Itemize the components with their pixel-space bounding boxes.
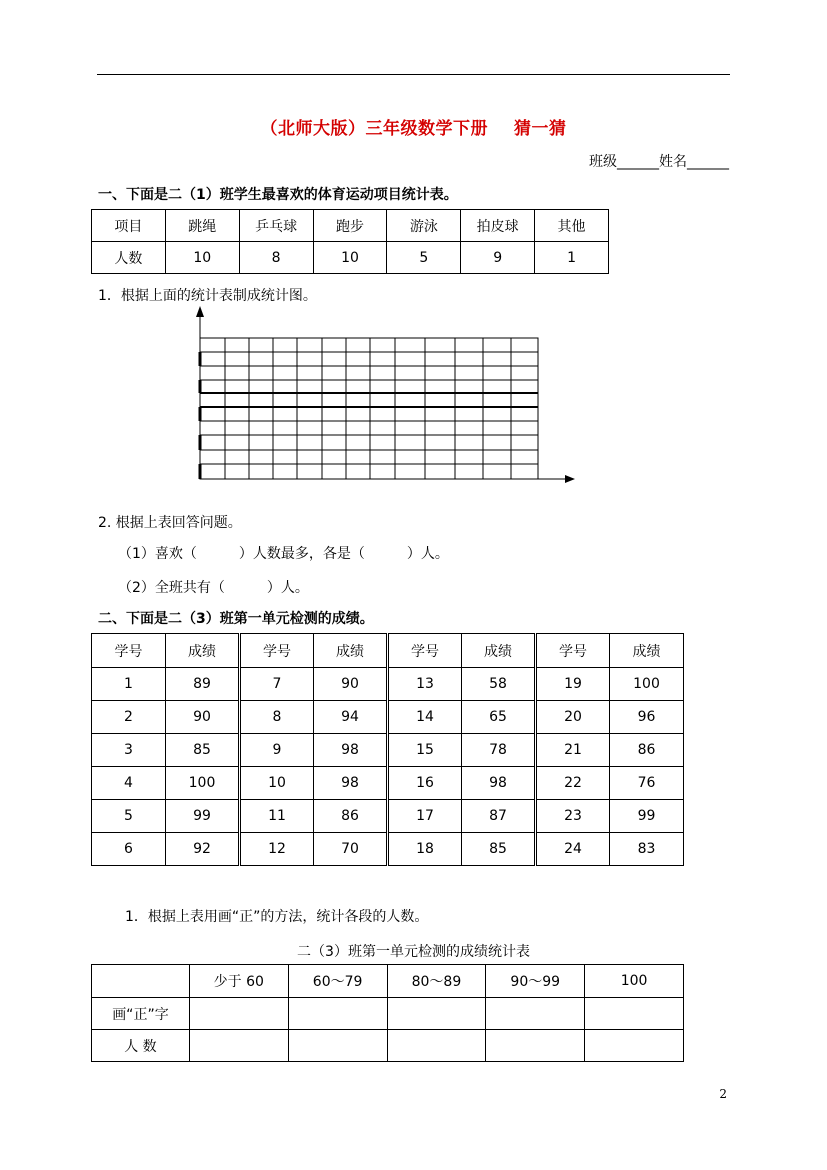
count-cell: 1 <box>535 242 609 274</box>
section2-q1: 1．根据上表用画“正”的方法，统计各段的人数。 <box>125 909 429 925</box>
stats-range-cell: 60～79 <box>288 965 387 998</box>
count-cell: 10 <box>165 242 239 274</box>
score-cell: 58 <box>462 668 536 701</box>
id-cell: 12 <box>240 833 314 866</box>
id-cell: 3 <box>92 734 166 767</box>
blank-cell <box>585 1030 684 1062</box>
score-cell: 86 <box>314 800 388 833</box>
score-cell: 89 <box>166 668 240 701</box>
blank-cell <box>387 1030 486 1062</box>
score-cell: 94 <box>314 701 388 734</box>
score-cell: 96 <box>610 701 684 734</box>
blank-cell <box>585 998 684 1030</box>
header-cell: 成绩 <box>314 634 388 668</box>
stats-table-title: 二（3）班第一单元检测的成绩统计表 <box>297 944 530 960</box>
stats-table <box>91 964 684 1062</box>
section1-q1: 1．根据上面的统计表制成统计图。 <box>98 288 317 304</box>
score-cell: 100 <box>610 668 684 701</box>
table-row <box>92 668 684 701</box>
header-cell: 成绩 <box>166 634 240 668</box>
blank-cell <box>288 998 387 1030</box>
page-title <box>0 114 827 139</box>
score-cell: 99 <box>610 800 684 833</box>
header-cell: 学号 <box>92 634 166 668</box>
stats-range-cell: 80～89 <box>387 965 486 998</box>
id-cell: 10 <box>240 767 314 800</box>
id-cell: 6 <box>92 833 166 866</box>
section1-q2-2: （2）全班共有（ ）人。 <box>118 580 309 596</box>
table-row <box>92 833 684 866</box>
page-number: 2 <box>719 1087 727 1101</box>
table-row <box>92 701 684 734</box>
score-cell: 92 <box>166 833 240 866</box>
item-cell: 游泳 <box>387 210 461 242</box>
id-cell: 15 <box>388 734 462 767</box>
header-cell: 学号 <box>388 634 462 668</box>
stats-header-row <box>92 965 684 998</box>
class-name-line: 班级______姓名______ <box>589 154 729 170</box>
blank-cell <box>486 998 585 1030</box>
count-cell: 10 <box>313 242 387 274</box>
id-cell: 7 <box>240 668 314 701</box>
id-cell: 23 <box>536 800 610 833</box>
score-cell: 65 <box>462 701 536 734</box>
sports-header-row <box>92 210 609 242</box>
id-cell: 5 <box>92 800 166 833</box>
scores-table <box>91 633 684 866</box>
score-cell: 90 <box>314 668 388 701</box>
scores-header-row <box>92 634 684 668</box>
count-cell: 8 <box>239 242 313 274</box>
id-cell: 8 <box>240 701 314 734</box>
score-cell: 87 <box>462 800 536 833</box>
score-cell: 98 <box>314 767 388 800</box>
item-cell: 拍皮球 <box>461 210 535 242</box>
id-cell: 24 <box>536 833 610 866</box>
stats-corner-cell <box>92 965 190 998</box>
id-cell: 2 <box>92 701 166 734</box>
item-cell: 其他 <box>535 210 609 242</box>
id-cell: 16 <box>388 767 462 800</box>
header-rule <box>97 74 730 75</box>
blank-cell <box>189 998 288 1030</box>
header-cell: 学号 <box>536 634 610 668</box>
sports-table <box>91 209 609 274</box>
score-cell: 90 <box>166 701 240 734</box>
item-cell: 跳绳 <box>165 210 239 242</box>
score-cell: 76 <box>610 767 684 800</box>
blank-cell <box>486 1030 585 1062</box>
table-row <box>92 767 684 800</box>
blank-cell <box>189 1030 288 1062</box>
stats-count-row <box>92 1030 684 1062</box>
score-cell: 85 <box>462 833 536 866</box>
score-cell: 99 <box>166 800 240 833</box>
count-cell: 9 <box>461 242 535 274</box>
score-cell: 98 <box>314 734 388 767</box>
score-cell: 83 <box>610 833 684 866</box>
table-row <box>92 800 684 833</box>
score-cell: 98 <box>462 767 536 800</box>
id-cell: 17 <box>388 800 462 833</box>
item-cell: 跑步 <box>313 210 387 242</box>
stats-row-label: 人 数 <box>92 1030 190 1062</box>
table-row <box>92 734 684 767</box>
blank-chart-grid <box>185 303 585 488</box>
id-cell: 22 <box>536 767 610 800</box>
blank-cell <box>288 1030 387 1062</box>
score-cell: 86 <box>610 734 684 767</box>
item-cell: 乒乓球 <box>239 210 313 242</box>
id-cell: 4 <box>92 767 166 800</box>
score-cell: 85 <box>166 734 240 767</box>
id-cell: 18 <box>388 833 462 866</box>
header-cell: 学号 <box>240 634 314 668</box>
blank-cell <box>387 998 486 1030</box>
id-cell: 1 <box>92 668 166 701</box>
id-cell: 14 <box>388 701 462 734</box>
sports-count-row <box>92 242 609 274</box>
stats-range-cell: 100 <box>585 965 684 998</box>
header-cell: 成绩 <box>462 634 536 668</box>
section1-heading: 一、下面是二（1）班学生最喜欢的体育运动项目统计表。 <box>98 187 458 203</box>
score-cell: 78 <box>462 734 536 767</box>
count-cell: 5 <box>387 242 461 274</box>
id-cell: 13 <box>388 668 462 701</box>
row-label-items: 项目 <box>92 210 166 242</box>
stats-range-cell: 少于 60 <box>189 965 288 998</box>
section1-q2-1: （1）喜欢（ ）人数最多，各是（ ）人。 <box>118 546 449 562</box>
section1-q2: 2. 根据上表回答问题。 <box>98 515 242 531</box>
header-cell: 成绩 <box>610 634 684 668</box>
id-cell: 11 <box>240 800 314 833</box>
id-cell: 21 <box>536 734 610 767</box>
stats-tally-row <box>92 998 684 1030</box>
row-label-counts: 人数 <box>92 242 166 274</box>
title-sub: 猜一猜 <box>514 119 567 139</box>
id-cell: 20 <box>536 701 610 734</box>
section2-heading: 二、下面是二（3）班第一单元检测的成绩。 <box>98 611 374 627</box>
score-cell: 100 <box>166 767 240 800</box>
score-cell: 70 <box>314 833 388 866</box>
id-cell: 19 <box>536 668 610 701</box>
stats-range-cell: 90～99 <box>486 965 585 998</box>
stats-row-label: 画“正”字 <box>92 998 190 1030</box>
id-cell: 9 <box>240 734 314 767</box>
title-main: （北师大版）三年级数学下册 <box>260 119 488 139</box>
